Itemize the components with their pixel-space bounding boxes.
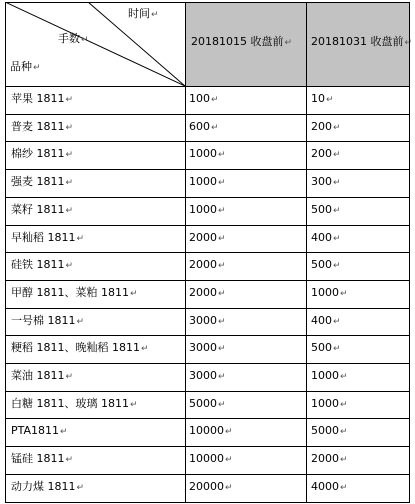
lots-1031-cell: 5000↵ [311,424,348,437]
row-divider [5,308,410,309]
lots-1015-cell: 1000↵ [189,175,226,188]
row-divider [5,335,410,336]
row-divider [5,197,410,198]
lots-1031-cell: 200↵ [311,147,341,160]
lots-1015-cell: 3000↵ [189,314,226,327]
column-divider [409,2,410,502]
lots-1015-cell: 20000↵ [189,480,233,493]
variety-cell: 普麦 1811↵ [11,120,74,133]
variety-cell: 硅铁 1811↵ [11,258,74,271]
variety-cell: 强麦 1811↵ [11,175,74,188]
lots-1031-cell: 300↵ [311,175,341,188]
row-divider [5,446,410,447]
lots-1015-cell: 3000↵ [189,341,226,354]
variety-cell: 动力煤 1811↵ [11,480,85,493]
lots-1015-cell: 2000↵ [189,231,226,244]
header-variety-label: 品种↵ [10,60,41,73]
lots-1015-cell: 1000↵ [189,203,226,216]
variety-cell: 早籼稻 1811↵ [11,231,85,244]
row-divider [5,86,410,87]
column-divider [5,2,6,502]
variety-cell: 一号棉 1811↵ [11,314,85,327]
variety-cell: 苹果 1811↵ [11,92,74,105]
header-time-label: 时间↵ [128,7,159,20]
lots-1015-cell: 100↵ [189,92,219,105]
header-count-label: 手数↵ [58,32,89,45]
variety-cell: 菜籽 1811↵ [11,203,74,216]
lots-1031-cell: 10↵ [311,92,334,105]
header-col1-label: 20181015 收盘前↵ [191,35,293,48]
lots-1031-cell: 4000↵ [311,480,348,493]
row-divider [5,169,410,170]
row-divider [5,280,410,281]
lots-1015-cell: 600↵ [189,120,219,133]
column-divider [306,2,307,502]
row-divider [5,114,410,115]
lots-1015-cell: 5000↵ [189,397,226,410]
row-divider [5,418,410,419]
positions-table [5,2,413,502]
lots-1015-cell: 3000↵ [189,369,226,382]
lots-1031-cell: 500↵ [311,341,341,354]
lots-1031-cell: 500↵ [311,258,341,271]
variety-cell: 白糖 1811、玻璃 1811↵ [11,397,138,410]
row-divider [5,252,410,253]
variety-cell: 粳稻 1811、晚籼稻 1811↵ [11,341,149,354]
variety-cell: PTA1811↵ [11,424,68,437]
lots-1031-cell: 2000↵ [311,452,348,465]
row-divider [5,363,410,364]
lots-1031-cell: 1000↵ [311,397,348,410]
variety-cell: 棉纱 1811↵ [11,147,74,160]
lots-1031-cell: 1000↵ [311,369,348,382]
row-divider [5,502,410,503]
lots-1031-cell: 500↵ [311,203,341,216]
row-divider [5,391,410,392]
lots-1015-cell: 2000↵ [189,286,226,299]
lots-1031-cell: 1000↵ [311,286,348,299]
lots-1015-cell: 2000↵ [189,258,226,271]
lots-1015-cell: 1000↵ [189,147,226,160]
row-divider [5,474,410,475]
row-divider [5,141,410,142]
lots-1031-cell: 200↵ [311,120,341,133]
lots-1015-cell: 10000↵ [189,424,233,437]
column-divider [185,2,186,502]
row-divider [5,2,410,3]
lots-1031-cell: 400↵ [311,231,341,244]
lots-1015-cell: 10000↵ [189,452,233,465]
lots-1031-cell: 400↵ [311,314,341,327]
variety-cell: 菜油 1811↵ [11,369,74,382]
variety-cell: 甲醇 1811、菜粕 1811↵ [11,286,138,299]
row-divider [5,225,410,226]
header-col2-label: 20181031 收盘前↵ [311,35,413,48]
variety-cell: 锰硅 1811↵ [11,452,74,465]
